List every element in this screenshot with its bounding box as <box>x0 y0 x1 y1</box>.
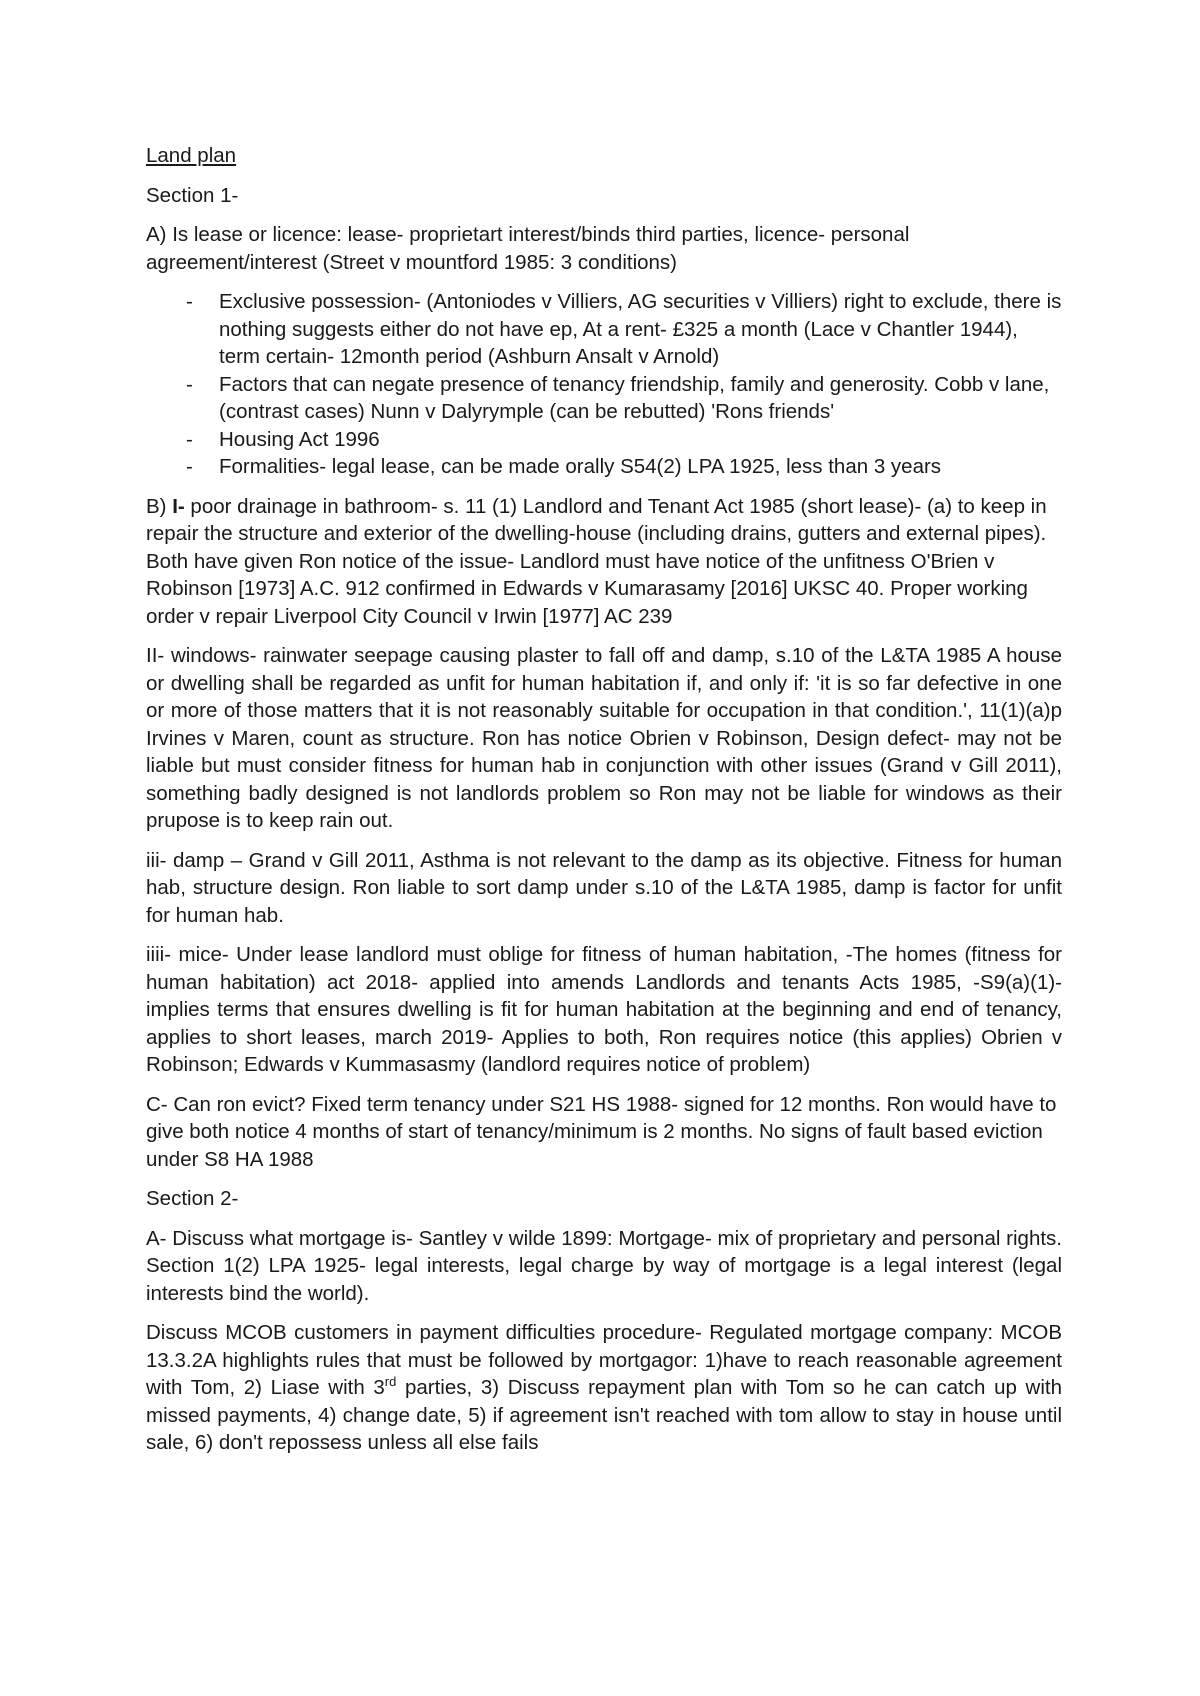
section-2-part-a: A- Discuss what mortgage is- Santley v wilde 1899: Mortgage- mix of proprietary and personal rights. Section 1(2) LPA 1925- legal interests, legal charge by way of mortgage is a legal interest (legal interests bind the world). <box>146 1226 1062 1305</box>
ordinal-superscript: rd <box>384 1374 397 1390</box>
section-2-heading: Section 2- <box>146 1187 239 1210</box>
mcob-text-end: parties, 3) Discuss repayment plan with Tom so he can catch up with missed payments, 4) change date, 5) if agreement isn't reached with tom allow to stay in house until sale, 6) don't repossess unless all else fails <box>146 1376 1062 1454</box>
section-1-part-b-ii: II- windows- rainwater seepage causing plaster to fall off and damp, s.10 of the L&TA 1985 A house or dwelling shall be regarded as unfit for human habitation if, and only if: 'it is so far defective in one or more of those matters that it is not reasonably suitable for occupation in that condition.', 11(1)(a)p Irvines v Maren, count as structure. Ron has notice Obrien v Robinson, Design defect- may not be liable but must consider fitness for human hab in conjunction with other issues (Grand v Gill 2011), something badly designed is not landlords problem so Ron may not be liable for windows as their prupose is to keep rain out. <box>146 644 1062 832</box>
section-1-part-a: A) Is lease or licence: lease- proprietart interest/binds third parties, licence- personal agreement/interest (Street v mountford 1985: 3 conditions) <box>146 223 910 274</box>
section-1-part-b-i <box>146 493 1062 631</box>
document-page <box>146 142 1062 1469</box>
bullet-item: - Formalities- legal lease, can be made orally S54(2) LPA 1925, less than 3 years <box>146 453 1062 481</box>
section-1-part-b-iiii: iiii- mice- Under lease landlord must oblige for fitness of human habitation, -The homes (fitness for human habitation) act 2018- applied into amends Landlords and tenants Acts 1985, -S9(a)(1)- implies terms that ensures dwelling is fit for human habitation at the beginning and end of tenancy, applies to short leases, march 2019- Applies to both, Ron requires notice (this applies) Obrien v Robinson; Edwards v Kummasasmy (landlord requires notice of problem) <box>146 943 1062 1076</box>
part-b-i-text: poor drainage in bathroom- s. 11 (1) Landlord and Tenant Act 1985 (short lease)- (a) to keep in repair the structure and exterior of the dwelling-house (including drains, gutters and external pipes). Both have given Ron notice of the issue- Landlord must have notice of the unfitness O'Brien v Robinson [1973] A.C. 912 confirmed in Edwards v Kumarasamy [2016] UKSC 40. Proper working order v repair Liverpool City Council v Irwin [1977] AC 239 <box>146 494 1047 628</box>
section-1-part-b-iii: iii- damp – Grand v Gill 2011, Asthma is not relevant to the damp as its objective. Fitness for human hab, structure design. Ron liable to sort damp under s.10 of the L&TA 1985, damp is factor for unfit for human hab. <box>146 848 1062 927</box>
section-1-part-a-bullet-list <box>146 288 1062 481</box>
part-b-i-marker: I- <box>172 494 185 518</box>
bullet-item: - Exclusive possession- (Antoniodes v Villiers, AG securities v Villiers) right to exclude, there is nothing suggests either do not have ep, At a rent- £325 a month (Lace v Chantler 1944), term certain- 12month period (Ashburn Ansalt v Arnold) <box>146 288 1062 371</box>
section-1-heading: Section 1- <box>146 183 239 207</box>
section-1-part-c: C- Can ron evict? Fixed term tenancy under S21 HS 1988- signed for 12 months. Ron would have to give both notice 4 months of start of tenancy/minimum is 2 months. No signs of fault based eviction under S8 HA 1988 <box>146 1092 1057 1171</box>
document-title: Land plan <box>146 144 237 167</box>
bullet-item: - Factors that can negate presence of tenancy friendship, family and generosity. Cobb v lane, (contrast cases) Nunn v Dalyrymple (can be rebutted) 'Rons friends' <box>146 371 1062 426</box>
mcob-text-start: Discuss MCOB customers in payment difficulties procedure- Regulated mortgage company: MCOB 13.3.2A highlights rules that must be followed by mortgagor: 1)have to reach reasonable agreement with Tom, 2) Liase with 3 <box>146 1321 1062 1399</box>
section-2-mcob-paragraph <box>146 1319 1062 1457</box>
part-b-prefix: B) <box>146 494 173 518</box>
bullet-item: - Housing Act 1996 <box>146 426 1062 454</box>
